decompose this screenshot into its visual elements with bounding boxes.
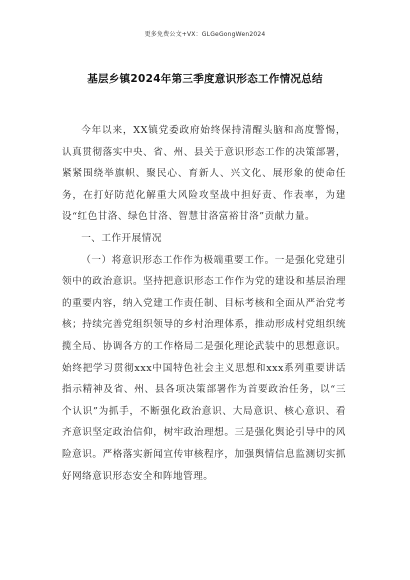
document-title: 基层乡镇2024年第三季度意识形态工作情况总结: [87, 73, 323, 85]
document-body: [62, 120, 346, 487]
intro-paragraph: 今年以来，XX镇党委政府始终保持清醒头脑和高度警惕，认真贯彻落实中央、省、州、县关于意识形态工作的决策部署，紧紧围绕举旗帜、聚民心、育新人、兴文化、展形象的使命任务，在打好防范化解重大风险攻坚战中担好责、作表率，为建设“红色甘洛、绿色甘洛、智慧甘洛富裕甘洛”贡献力量。: [62, 125, 346, 223]
section-heading: 一、工作开展情况: [81, 232, 162, 244]
body-paragraph: （一）将意识形态工作作为极端重要工作。一是强化党建引领中的政治意识。坚持把意识形态工作作为党的建设和基层治理的重要内容，纳入党建工作责任制、目标考核和全面从严治党考核；持续完善党组织领导的乡村治理体系，推动形成村党组织统揽全局、协调各方的工作格局二是强化理论武装中的思想意识。始终把学习贯彻xxx中国特色社会主义思想和xxx系列重要讲话指示精神及省、州、县各项决策部署作为首要政治任务，以“三个认识”为抓手，不断强化政治意识、大局意识、核心意识、看齐意识坚定政治信仰，树牢政治理想。三是强化舆论引导中的风险意识。严格落实新闻宣传审核程序，加强舆情信息监测切实抓好网络意识形态安全和阵地管理。: [62, 254, 346, 482]
header-note: 更多免费公文+VX：GLGeGongWen2024: [144, 31, 266, 38]
